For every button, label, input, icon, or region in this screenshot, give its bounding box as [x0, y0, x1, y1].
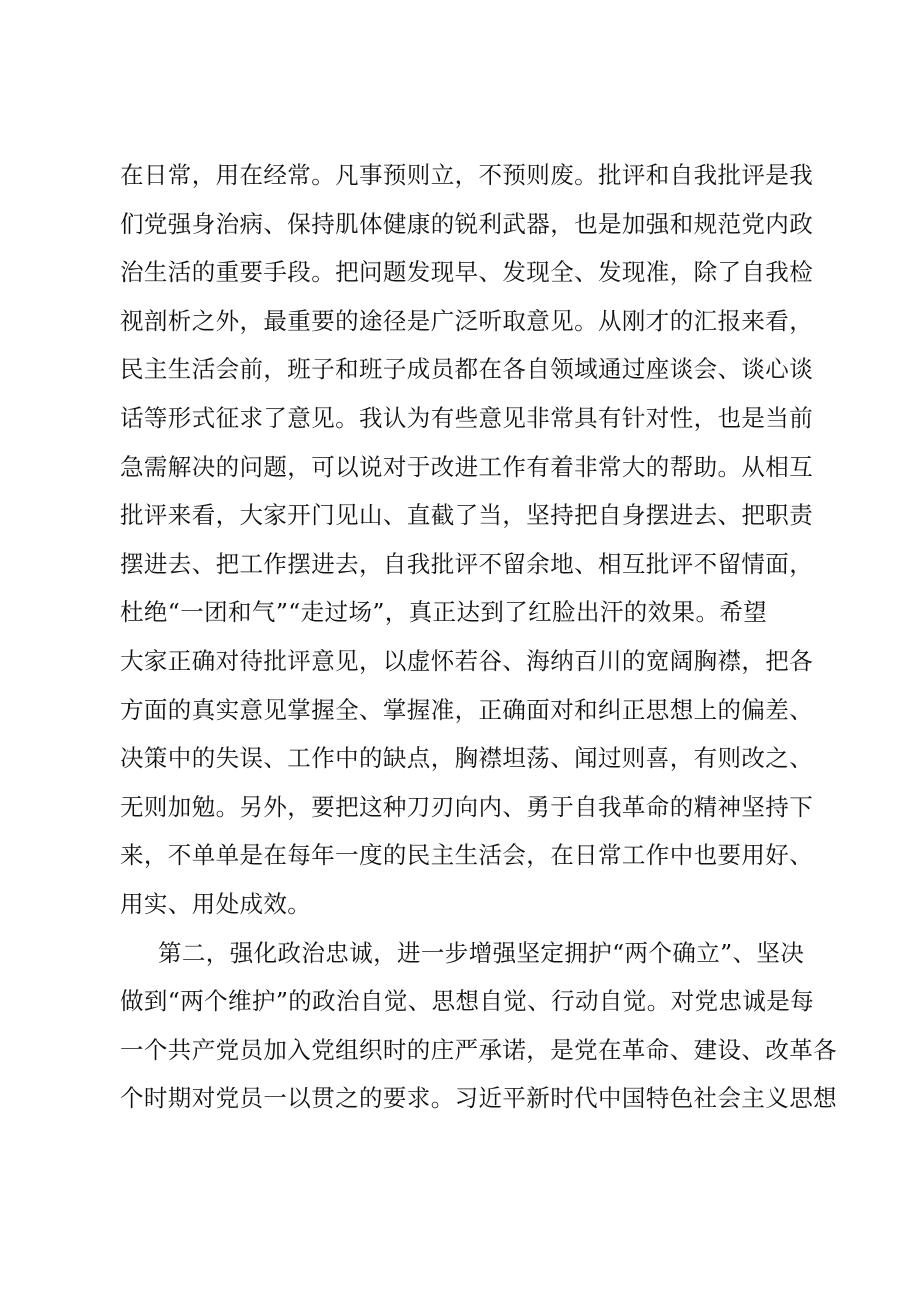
text-line: 视剖析之外，最重要的途径是广泛听取意见。从刚才的汇报来看，: [120, 306, 814, 335]
text-line: 决策中的失误、工作中的缺点，胸襟坦荡、闻过则喜，有则改之、: [120, 744, 814, 773]
text-line: 个时期对党员一以贯之的要求。习近平新时代中国特色社会主义思想: [120, 1084, 837, 1113]
text-line: 治生活的重要手段。把问题发现早、发现全、发现准，除了自我检: [120, 258, 814, 287]
text-line: 在日常，用在经常。凡事预则立，不预则废。批评和自我批评是我: [120, 161, 814, 189]
text-line: 无则加勉。另外，要把这种刀刃向内、勇于自我革命的精神坚持下: [120, 792, 814, 821]
text-line: 话等形式征求了意见。我认为有些意见非常具有针对性，也是当前: [120, 403, 814, 432]
text-line: 民主生活会前，班子和班子成员都在各自领域通过座谈会、谈心谈: [120, 355, 814, 384]
text-line: 第二，强化政治忠诚，进一步增强坚定拥护“两个确立”、坚决: [158, 938, 805, 967]
text-line: 杜绝“一团和气”“走过场”，真正达到了红脸出汗的效果。希望: [120, 598, 768, 627]
text-line: 方面的真实意见掌握全、掌握准，正确面对和纠正思想上的偏差、: [120, 695, 814, 724]
paragraph-2: [120, 929, 837, 1123]
text-line: 一个共产党员加入党组织时的庄严承诺，是党在革命、建设、改革各: [120, 1035, 837, 1064]
text-line: 急需解决的问题，可以说对于改进工作有着非常大的帮助。从相互: [120, 452, 814, 481]
text-line: 用实、用处成效。: [120, 889, 312, 918]
text-line: 大家正确对待批评意见，以虚怀若谷、海纳百川的宽阔胸襟，把各: [120, 646, 814, 675]
text-line: 摆进去、把工作摆进去，自我批评不留余地、相互批评不留情面，: [120, 549, 814, 578]
paragraph-1: [120, 151, 814, 929]
document-body: [120, 151, 837, 1123]
text-line: 做到“两个维护”的政治自觉、思想自觉、行动自觉。对党忠诚是每: [120, 987, 815, 1016]
text-line: 们党强身治病、保持肌体健康的锐利武器，也是加强和规范党内政: [120, 209, 814, 238]
text-line: 批评来看，大家开门见山、直截了当，坚持把自身摆进去、把职责: [120, 501, 814, 530]
text-line: 来，不单单是在每年一度的民主生活会，在日常工作中也要用好、: [120, 841, 814, 870]
